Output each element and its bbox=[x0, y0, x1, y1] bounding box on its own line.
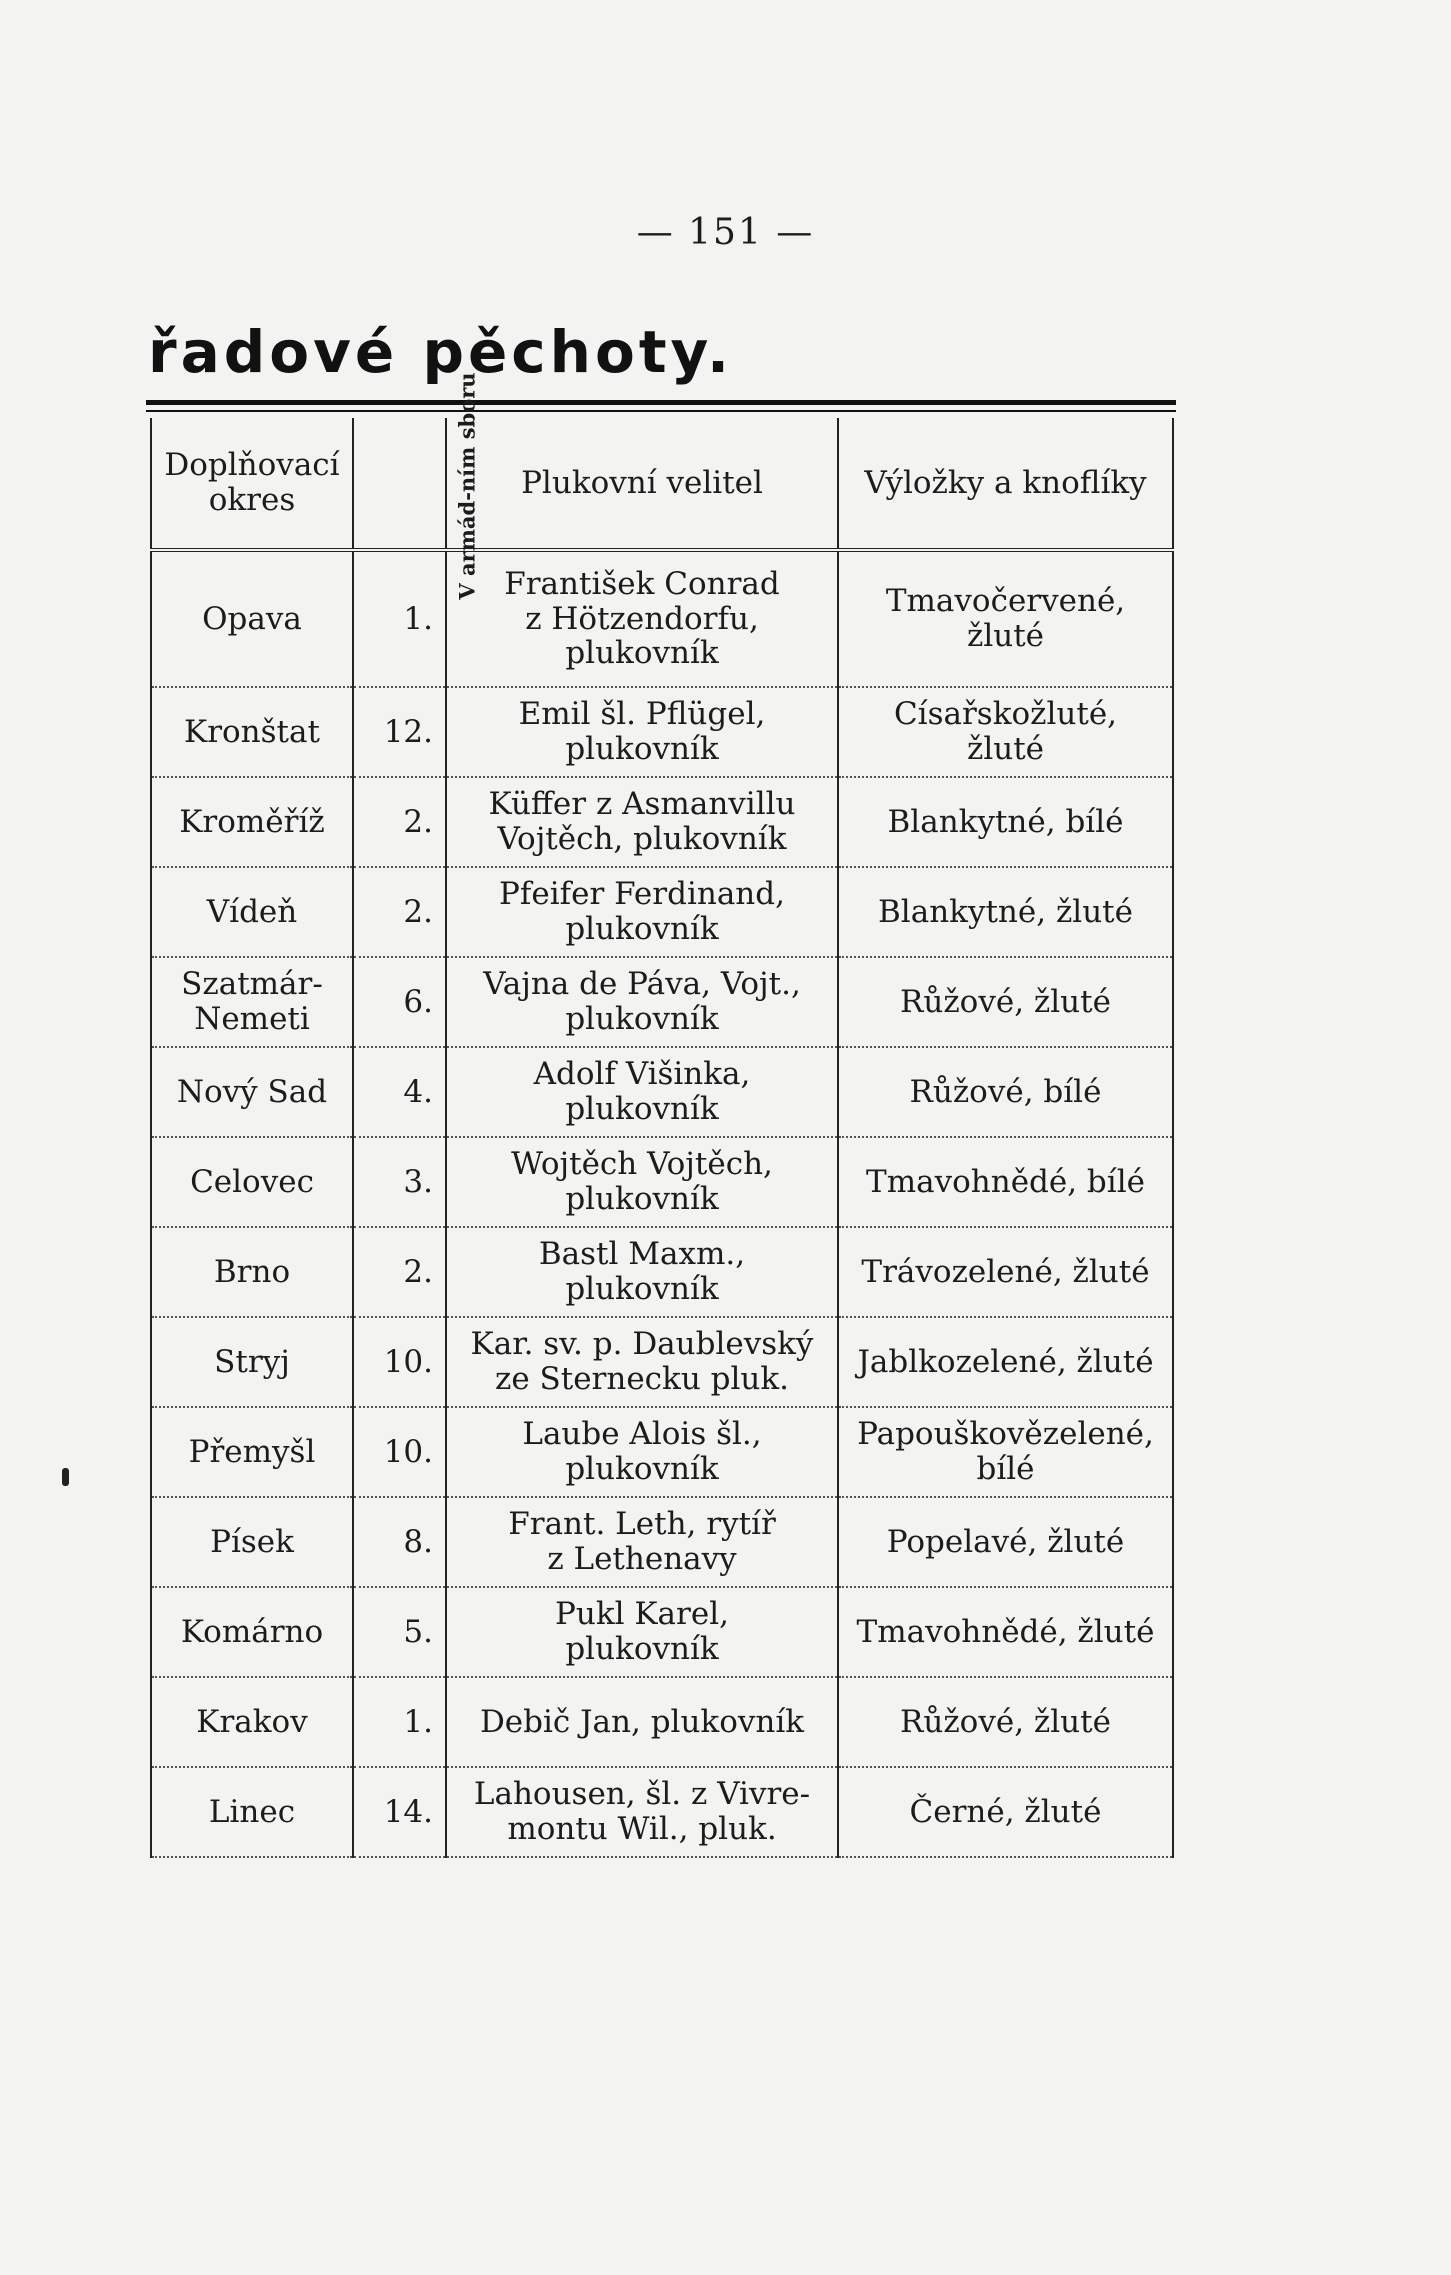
commander-cell: Laube Alois šl., plukovník bbox=[446, 1407, 838, 1497]
table-row bbox=[151, 1767, 1173, 1857]
district-cell: Přemyšl bbox=[151, 1407, 353, 1497]
colors-cell: Blankytné, bílé bbox=[838, 777, 1173, 867]
district-cell: Szatmár- Nemeti bbox=[151, 957, 353, 1047]
district-cell: Písek bbox=[151, 1497, 353, 1587]
district-cell: Kronštat bbox=[151, 687, 353, 777]
regiment-number-cell: 12. bbox=[353, 687, 446, 777]
district-cell: Nový Sad bbox=[151, 1047, 353, 1137]
regiment-number-cell: 5. bbox=[353, 1587, 446, 1677]
commander-cell: Vajna de Páva, Vojt., plukovník bbox=[446, 957, 838, 1047]
district-cell: Kroměříž bbox=[151, 777, 353, 867]
header-regiment-number-label: V armád-ním sboru bbox=[454, 372, 480, 600]
table-row bbox=[151, 777, 1173, 867]
colors-cell: Trávozelené, žluté bbox=[838, 1227, 1173, 1317]
regiment-number-cell: 2. bbox=[353, 777, 446, 867]
table-row bbox=[151, 1587, 1173, 1677]
table-row bbox=[151, 1677, 1173, 1767]
regiment-number-cell: 6. bbox=[353, 957, 446, 1047]
colors-cell: Růžové, žluté bbox=[838, 957, 1173, 1047]
table-row bbox=[151, 1497, 1173, 1587]
colors-cell: Tmavohnědé, bílé bbox=[838, 1137, 1173, 1227]
colors-cell: Jablkozelené, žluté bbox=[838, 1317, 1173, 1407]
regiment-number-cell: 2. bbox=[353, 1227, 446, 1317]
regiment-number-cell: 1. bbox=[353, 1677, 446, 1767]
header-district: Doplňovací okres bbox=[151, 418, 353, 550]
header-regiment-number bbox=[353, 372, 480, 600]
table-row bbox=[151, 1317, 1173, 1407]
commander-cell: Pukl Karel, plukovník bbox=[446, 1587, 838, 1677]
margin-mark bbox=[62, 1468, 69, 1486]
regiment-number-cell: 14. bbox=[353, 1767, 446, 1857]
colors-cell: Růžové, žluté bbox=[838, 1677, 1173, 1767]
heading-rule-thin bbox=[146, 410, 1176, 412]
page-number: — 151 — bbox=[636, 212, 815, 253]
regiment-number-cell: 10. bbox=[353, 1407, 446, 1497]
page-heading: řadové pěchoty. bbox=[148, 318, 734, 386]
district-cell: Stryj bbox=[151, 1317, 353, 1407]
regiment-table bbox=[150, 372, 1174, 1858]
table-row bbox=[151, 957, 1173, 1047]
table-row bbox=[151, 1227, 1173, 1317]
commander-cell: Bastl Maxm., plukovník bbox=[446, 1227, 838, 1317]
table-row bbox=[151, 1407, 1173, 1497]
table-row bbox=[151, 1047, 1173, 1137]
district-cell: Linec bbox=[151, 1767, 353, 1857]
commander-cell: Debič Jan, plukovník bbox=[446, 1677, 838, 1767]
commander-cell: Küffer z Asmanvillu Vojtěch, plukovník bbox=[446, 777, 838, 867]
heading-rule bbox=[146, 400, 1176, 405]
commander-cell: Adolf Višinka, plukovník bbox=[446, 1047, 838, 1137]
table-row bbox=[151, 867, 1173, 957]
district-cell: Celovec bbox=[151, 1137, 353, 1227]
commander-cell: Frant. Leth, rytíř z Lethenavy bbox=[446, 1497, 838, 1587]
colors-cell: Tmavohnědé, žluté bbox=[838, 1587, 1173, 1677]
regiment-number-cell: 1. bbox=[353, 550, 446, 687]
colors-cell: Černé, žluté bbox=[838, 1767, 1173, 1857]
commander-cell: Lahousen, šl. z Vivre- montu Wil., pluk. bbox=[446, 1767, 838, 1857]
colors-cell: Císařskožluté, žluté bbox=[838, 687, 1173, 777]
regiment-number-cell: 2. bbox=[353, 867, 446, 957]
colors-cell: Blankytné, žluté bbox=[838, 867, 1173, 957]
district-cell: Komárno bbox=[151, 1587, 353, 1677]
table-header-row bbox=[151, 418, 1173, 550]
commander-cell: Wojtěch Vojtěch, plukovník bbox=[446, 1137, 838, 1227]
commander-cell: František Conrad z Hötzendorfu, plukovník bbox=[446, 550, 838, 687]
commander-cell: Pfeifer Ferdinand, plukovník bbox=[446, 867, 838, 957]
table-row bbox=[151, 1137, 1173, 1227]
commander-cell: Kar. sv. p. Daublevský ze Sternecku pluk. bbox=[446, 1317, 838, 1407]
regiment-number-cell: 4. bbox=[353, 1047, 446, 1137]
commander-cell: Emil šl. Pflügel, plukovník bbox=[446, 687, 838, 777]
table-row bbox=[151, 687, 1173, 777]
header-colors: Výložky a knoflíky bbox=[838, 418, 1173, 550]
table-body bbox=[151, 550, 1173, 1857]
regiment-number-cell: 10. bbox=[353, 1317, 446, 1407]
district-cell: Brno bbox=[151, 1227, 353, 1317]
colors-cell: Tmavočervené, žluté bbox=[838, 550, 1173, 687]
colors-cell: Papouškovězelené, bílé bbox=[838, 1407, 1173, 1497]
regiment-number-cell: 8. bbox=[353, 1497, 446, 1587]
header-commander: Plukovní velitel bbox=[446, 418, 838, 550]
regiment-number-cell: 3. bbox=[353, 1137, 446, 1227]
colors-cell: Popelavé, žluté bbox=[838, 1497, 1173, 1587]
district-cell: Opava bbox=[151, 550, 353, 687]
district-cell: Krakov bbox=[151, 1677, 353, 1767]
table-row bbox=[151, 550, 1173, 687]
district-cell: Vídeň bbox=[151, 867, 353, 957]
colors-cell: Růžové, bílé bbox=[838, 1047, 1173, 1137]
